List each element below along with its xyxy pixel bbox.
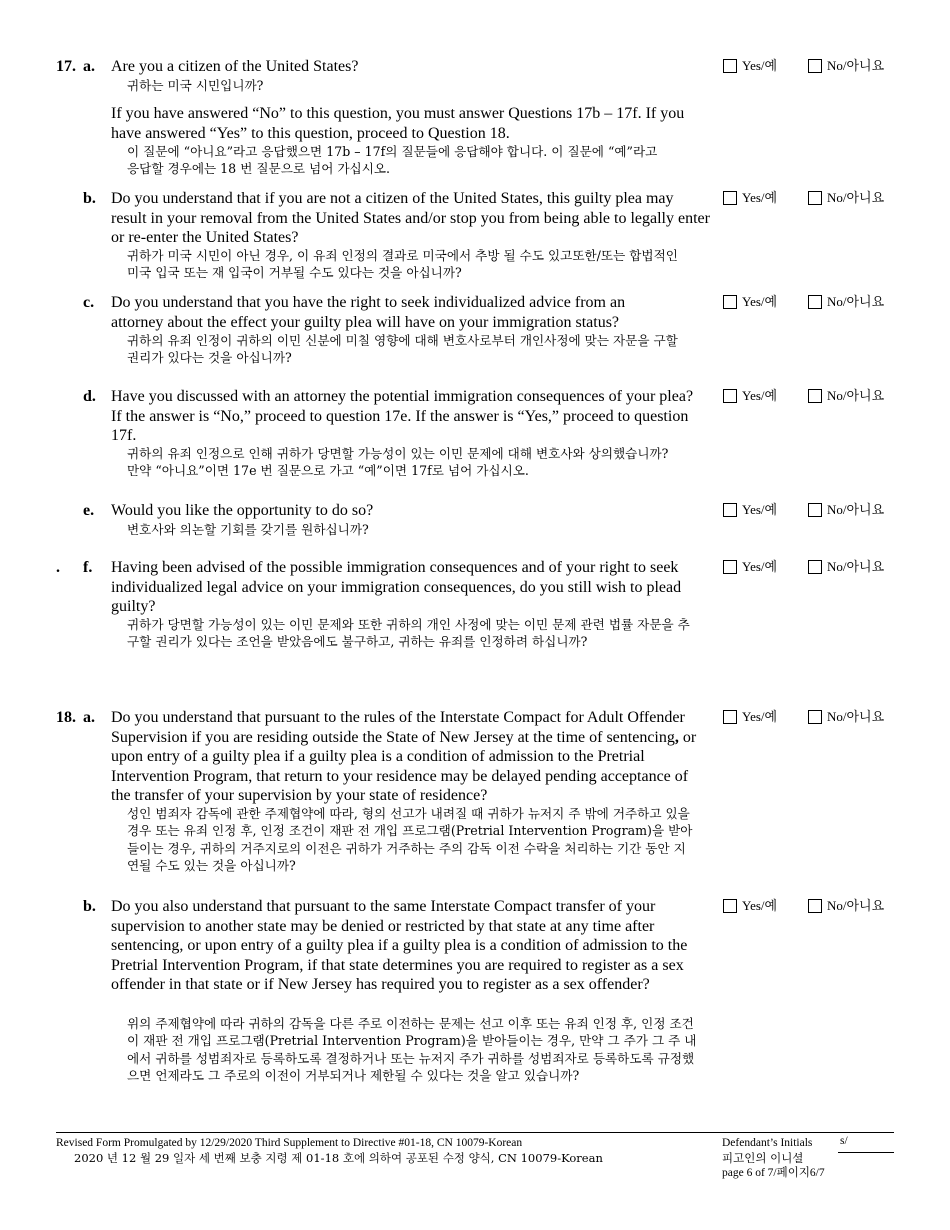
question-text-en: Would you like the opportunity to do so?	[111, 502, 374, 519]
question-letter: a.	[83, 709, 95, 726]
no-checkbox[interactable]: No/아니요	[808, 709, 884, 725]
question-letter: c.	[83, 294, 95, 311]
initials-label: Defendant’s Initials	[722, 1137, 813, 1149]
yes-checkbox[interactable]: Yes/예	[723, 898, 777, 914]
question-text-ko: 귀하의 유죄 인정으로 인해 귀하가 당면할 가능성이 있는 이민 문제에 대해 변호사와 상의했습니까? 만약 “아니요”이면 17e 번 질문으로 가고 “예”이면 17f로 넘어 가십시오.	[127, 446, 669, 479]
question-text-en: Have you discussed with an attorney the potential immigration consequences of your plea? If the answer is “No,” proceed to question 17e. If the answer is “Yes,” proceed to question 17f.	[111, 388, 694, 445]
question-text-en: Are you a citizen of the United States?	[111, 58, 359, 75]
question-letter: f.	[83, 559, 93, 576]
question-text-ko: 귀하가 미국 시민이 아닌 경우, 이 유죄 인정의 결과로 미국에서 추방 될 수도 있고또한/또는 합법적인 미국 입국 또는 재 입국이 거부될 수도 있다는 것을 아십니까?	[127, 248, 678, 281]
question-number: 17.	[56, 58, 76, 75]
initials-line	[838, 1152, 894, 1153]
question-text-ko: 귀하는 미국 시민입니까?	[127, 78, 264, 93]
question-text-en: Do you understand that if you are not a citizen of the United States, this guilty plea may result in your removal from the United States and/or stop you from being able to legally enter or re-enter the United States?	[111, 190, 710, 247]
question-text-ko: 변호사와 의논할 기회를 갖기를 원하십니까?	[127, 522, 369, 537]
footer-divider	[56, 1132, 894, 1133]
question-letter: a.	[83, 58, 95, 75]
no-checkbox[interactable]: No/아니요	[808, 294, 884, 310]
no-checkbox[interactable]: No/아니요	[808, 559, 884, 575]
question-text-ko: 귀하가 당면할 가능성이 있는 이민 문제와 또한 귀하의 개인 사정에 맞는 이민 문제 관련 법률 자문을 추구할 권리가 있다는 조언을 받았음에도 불구하고, 귀하는 유죄를 인정하려 하십니까?	[127, 617, 690, 650]
question-text-en: Do you understand that you have the right to seek individualized advice from an attorney about the effect your guilty plea will have on your immigration status?	[111, 294, 626, 331]
question-text-ko: 성인 범죄자 감독에 관한 주제협약에 따라, 형의 선고가 내려질 때 귀하가 뉴저지 주 밖에 거주하고 있을 경우 또는 유죄 인정 후, 인정 조건이 재판 전 개입 프로그램(Pretrial Intervention Program)을 받아들이는 경우, 귀하의 거주지로의 이전은 귀하가 거주하는 주의 감독 이전 수락을 처리하는 기간 동안 지연될 수도 있는 것을 아십니까?	[127, 806, 693, 874]
no-checkbox[interactable]: No/아니요	[808, 502, 884, 518]
yes-checkbox[interactable]: Yes/예	[723, 502, 777, 518]
yes-checkbox[interactable]: Yes/예	[723, 709, 777, 725]
instruction-text-ko: 이 질문에 “아니요”라고 응답했으면 17b – 17f의 질문들에 응답해야 합니다. 이 질문에 “예”라고 응답할 경우에는 18 번 질문으로 넘어 가십시오.	[127, 144, 658, 177]
question-letter: e.	[83, 502, 95, 519]
initials-label-ko: 피고인의 이니셜	[722, 1151, 804, 1165]
question-letter: d.	[83, 388, 96, 405]
question-marker: .	[56, 559, 60, 576]
question-number: 18.	[56, 709, 76, 726]
question-text-en: Having been advised of the possible immigration consequences and of your right to seek individualized legal advice on your immigration consequences, do you still wish to plead guilty?	[111, 559, 682, 616]
yes-checkbox[interactable]: Yes/예	[723, 294, 777, 310]
instruction-text-en: If you have answered “No” to this question, you must answer Questions 17b – 17f. If you have answered “Yes” to this question, proceed to Question 18.	[111, 105, 685, 142]
yes-checkbox[interactable]: Yes/예	[723, 190, 777, 206]
no-checkbox[interactable]: No/아니요	[808, 58, 884, 74]
no-checkbox[interactable]: No/아니요	[808, 898, 884, 914]
question-text-ko: 위의 주제협약에 따라 귀하의 감독을 다른 주로 이전하는 문제는 선고 이후 또는 유죄 인정 후, 인정 조건이 재판 전 개입 프로그램(Pretrial Intervention Program)을 받아들이는 경우, 만약 그 주가 그 주 내에서 귀하를 성범죄자로 등록하도록 결정하거나 또는 뉴저지 주가 귀하를 성범죄자로 등록하도록 규정했으면 언제라도 그 주로의 이전이 거부되거나 제한될 수 있다는 것을 알고 있습니까?	[127, 1016, 697, 1084]
yes-checkbox[interactable]: Yes/예	[723, 388, 777, 404]
no-checkbox[interactable]: No/아니요	[808, 190, 884, 206]
footer-form-en: Revised Form Promulgated by 12/29/2020 Third Supplement to Directive #01-18, CN 10079-Korean	[56, 1137, 523, 1149]
question-letter: b.	[83, 190, 96, 207]
question-text-en: Do you understand that pursuant to the rules of the Interstate Compact for Adult Offender Supervision if you are residing outside the State of New Jersey at the time of sentencing, or upon entry of a guilty plea if a guilty plea is a condition of admission to the Pretrial Intervention Program, that return to your residence may be delayed pending acceptance of the transfer of your supervision by your state of residence?	[111, 709, 697, 805]
question-text-en: Do you also understand that pursuant to the same Interstate Compact transfer of your supervision to another state may be denied or restricted by that state at any time after sentencing, or upon entry of a guilty plea if a guilty plea is a condition of admission to the Pretrial Intervention Program, if that state determines you are required to register as a sex offender in that state or if New Jersey has required you to register as a sex offender?	[111, 898, 688, 994]
yes-checkbox[interactable]: Yes/예	[723, 58, 777, 74]
footer-form-ko: 2020 년 12 월 29 일자 세 번째 보충 지령 제 01-18 호에 의하여 공포된 수정 양식, CN 10079-Korean	[74, 1151, 603, 1165]
page-number: page 6 of 7/페이지6/7	[722, 1167, 825, 1179]
question-text-ko: 귀하의 유죄 인정이 귀하의 이민 신분에 미칠 영향에 대해 변호사로부터 개인사정에 맞는 자문을 구할 권리가 있다는 것을 아십니까?	[127, 333, 678, 366]
no-checkbox[interactable]: No/아니요	[808, 388, 884, 404]
question-letter: b.	[83, 898, 96, 915]
yes-checkbox[interactable]: Yes/예	[723, 559, 777, 575]
initials-value: s/	[840, 1135, 848, 1147]
